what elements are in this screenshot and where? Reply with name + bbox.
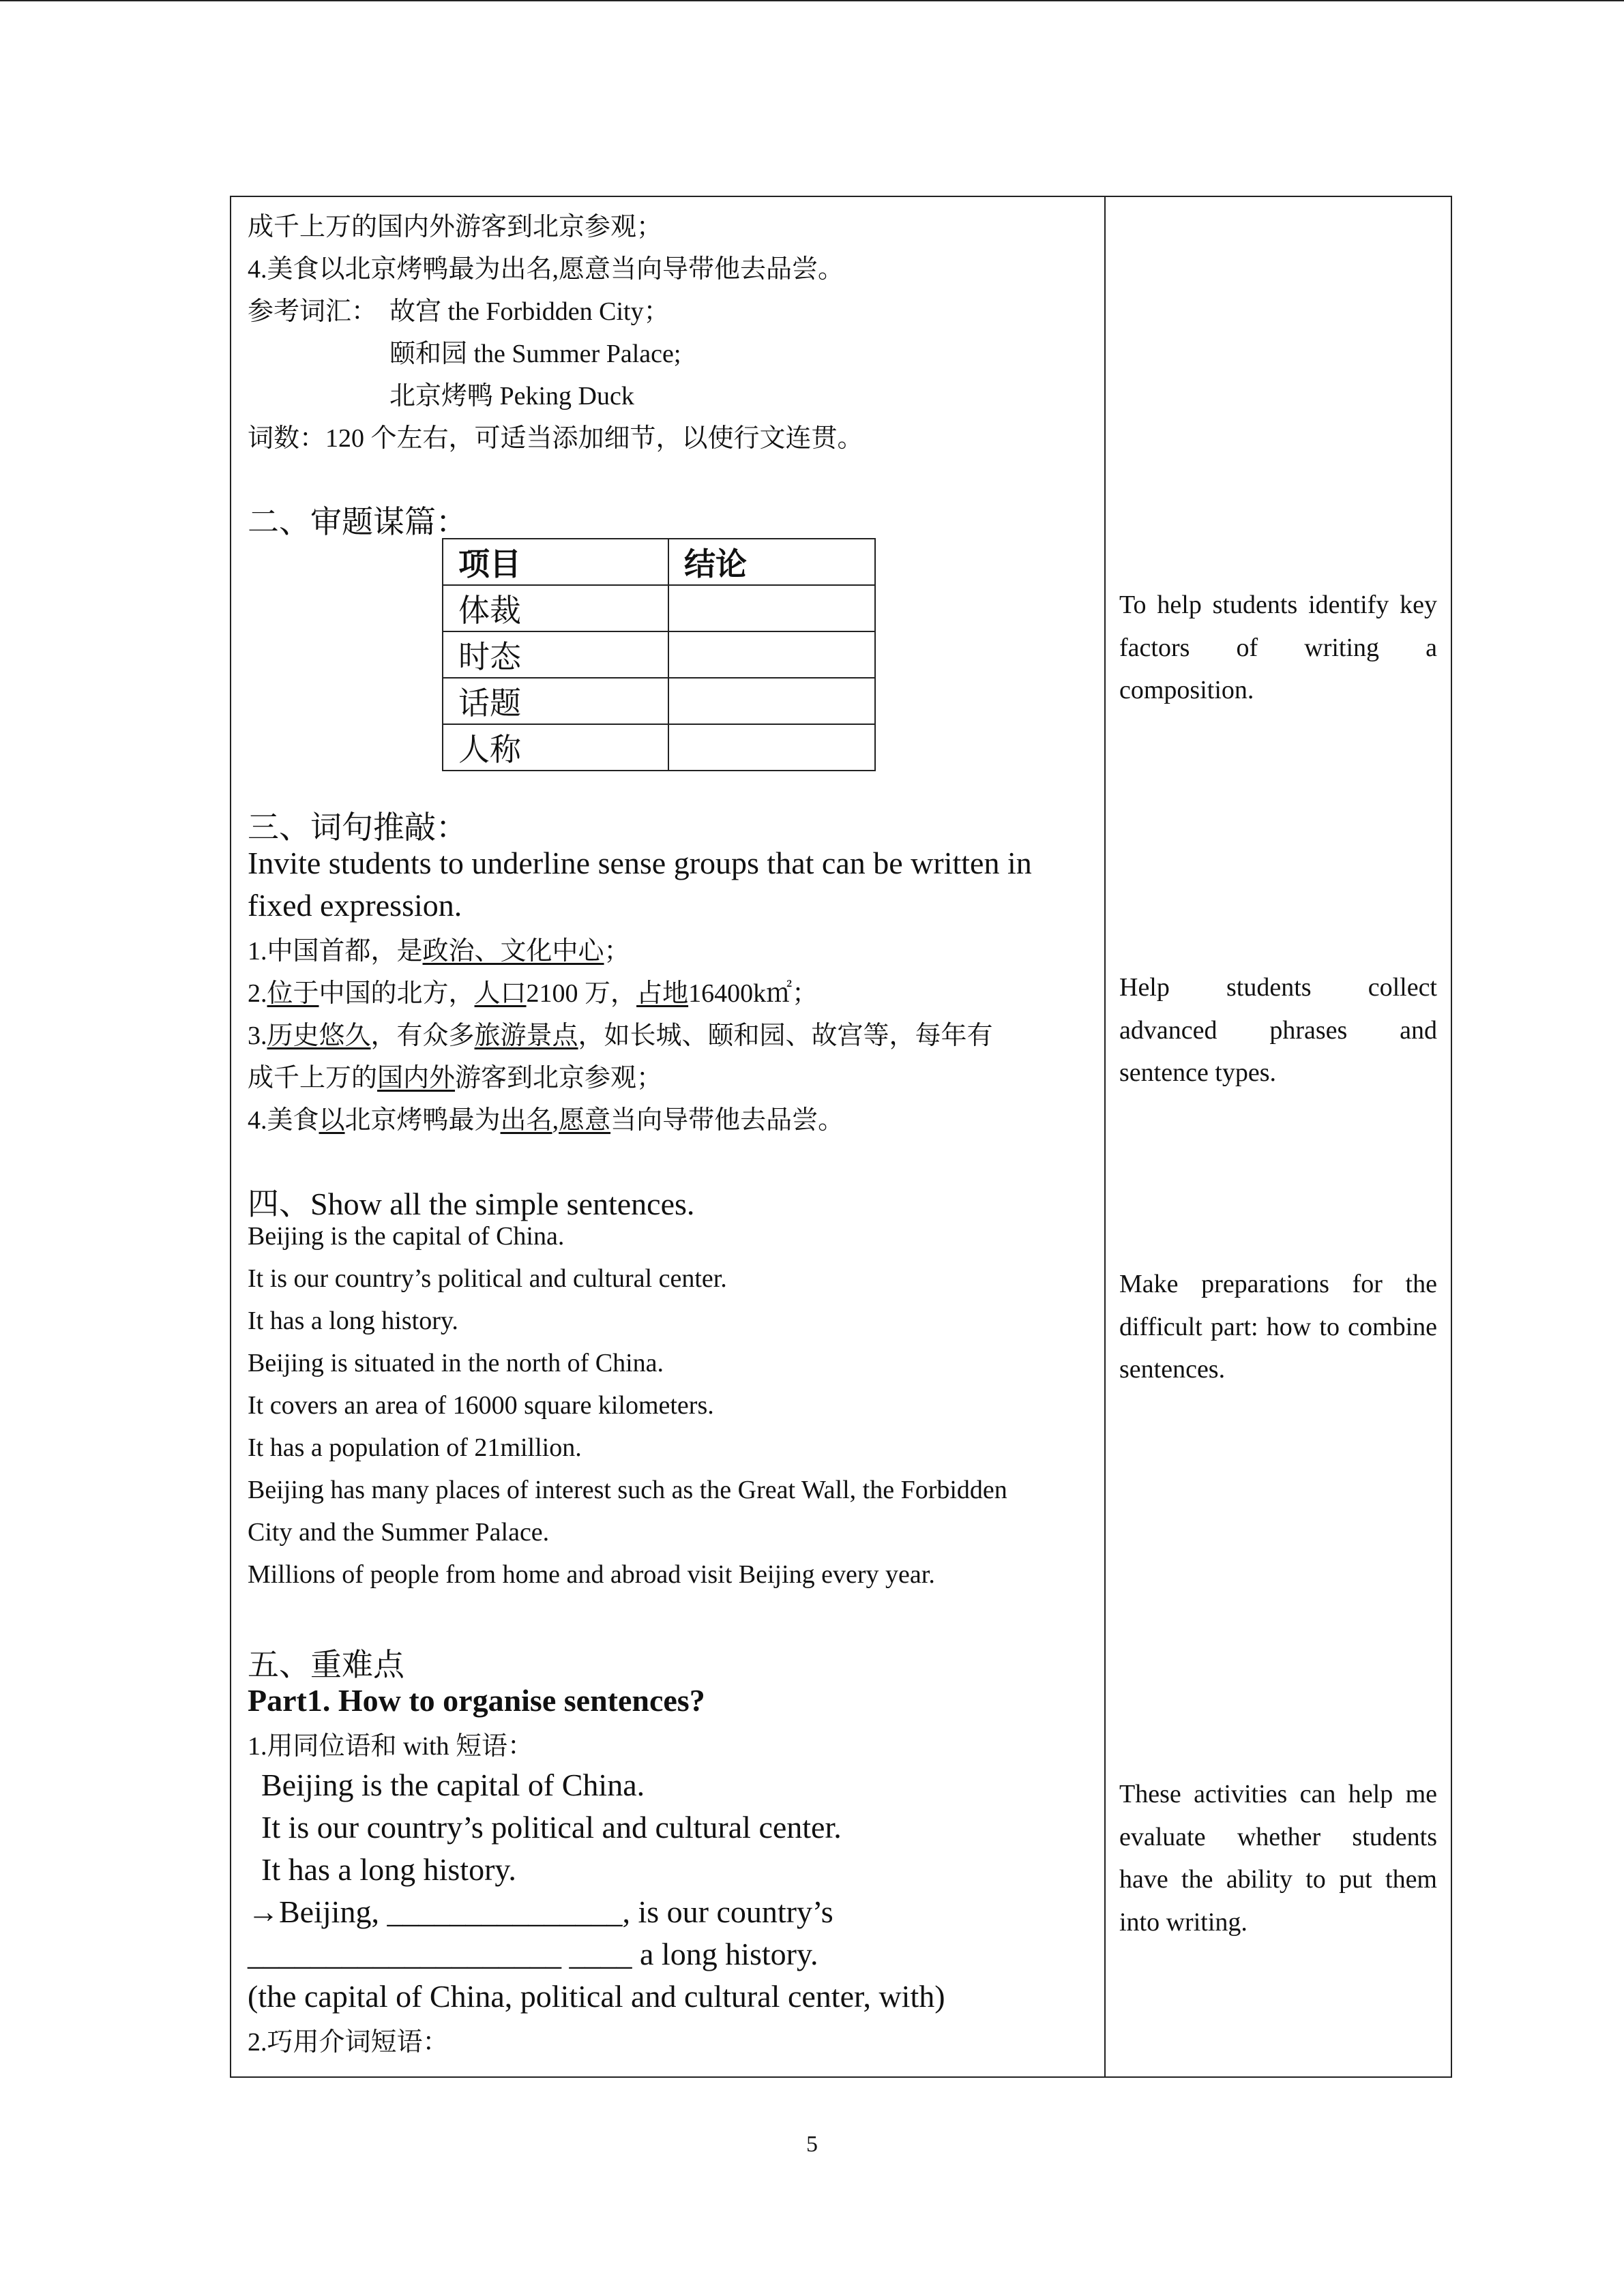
teaching-note: To help students identify key factors of writing a composition. bbox=[1119, 591, 1437, 704]
analysis-table bbox=[442, 538, 876, 771]
phrase-item bbox=[248, 929, 630, 967]
underlined-phrase: 占地 bbox=[636, 979, 689, 1008]
text: 3. bbox=[248, 1022, 267, 1050]
text: ，有众多 bbox=[370, 1022, 475, 1050]
sub-heading: 2.巧用介词短语： bbox=[248, 2028, 449, 2057]
top-border-line bbox=[0, 0, 1624, 1]
text: 游客到北京参观； bbox=[455, 1064, 663, 1092]
text: ； bbox=[604, 937, 630, 966]
table-cell bbox=[668, 631, 875, 678]
section-intro: fixed expression. bbox=[248, 888, 462, 923]
phrase-item bbox=[248, 1099, 844, 1136]
section-heading: 三、词句推敲： bbox=[248, 810, 467, 845]
table-cell bbox=[668, 678, 875, 724]
text: 中国的北方， bbox=[319, 979, 475, 1008]
example-sentence: It has a long history. bbox=[261, 1852, 516, 1887]
sentence: City and the Summer Palace. bbox=[248, 1518, 550, 1547]
text: , bbox=[552, 1106, 559, 1135]
example-sentence: Beijing is the capital of China. bbox=[261, 1768, 645, 1802]
table-cell bbox=[668, 724, 875, 771]
notes-column bbox=[1106, 197, 1451, 2076]
teaching-note: These activities can help me evaluate whether students have the ability to put them into writing. bbox=[1119, 1780, 1437, 1937]
text: ，如长城、颐和园、故宫等，每年有 bbox=[578, 1022, 993, 1050]
task-line: 4.美食以北京烤鸭最为出名,愿意当向导带他去品尝。 bbox=[248, 255, 844, 284]
table-cell: 体裁 bbox=[443, 585, 668, 631]
sentence: It is our country’s political and cultural center. bbox=[248, 1264, 727, 1293]
sentence: Beijing is the capital of China. bbox=[248, 1222, 565, 1251]
section-intro: Invite students to underline sense groups that can be written in bbox=[248, 846, 1032, 880]
hint-words: (the capital of China, political and cultural center, with) bbox=[248, 1979, 945, 2014]
table-header-row bbox=[443, 539, 875, 585]
text: 16400k㎡； bbox=[688, 979, 818, 1008]
text: 成千上万的 bbox=[248, 1064, 378, 1092]
text: 2. bbox=[248, 979, 267, 1008]
table-row bbox=[443, 585, 875, 631]
table-header-cell: 结论 bbox=[668, 539, 875, 585]
text: 4.美食 bbox=[248, 1106, 319, 1135]
vocab-item: 颐和园 the Summer Palace; bbox=[389, 340, 681, 368]
underlined-phrase: 愿意 bbox=[559, 1106, 611, 1135]
section-heading: 五、重难点 bbox=[248, 1648, 404, 1682]
sentence: Millions of people from home and abroad visit Beijing every year. bbox=[248, 1560, 935, 1589]
vocab-item: 故宫 the Forbidden City； bbox=[389, 297, 670, 326]
fill-in-blank: ____________________ ____ a long history. bbox=[248, 1937, 818, 1971]
table-row bbox=[443, 724, 875, 771]
page-number: 5 bbox=[806, 2132, 818, 2157]
underlined-phrase: 出名 bbox=[500, 1106, 552, 1135]
sub-heading: 1.用同位语和 with 短语： bbox=[248, 1732, 534, 1761]
phrase-item bbox=[248, 1056, 662, 1094]
text: 2100 万， bbox=[526, 979, 637, 1008]
phrase-item bbox=[248, 972, 818, 1009]
fill-in-blank: →Beijing, _______________, is our country’s bbox=[248, 1894, 833, 1929]
vocab-item: 北京烤鸭 Peking Duck bbox=[389, 382, 634, 411]
underlined-phrase: 人口 bbox=[474, 979, 527, 1008]
table-cell: 时态 bbox=[443, 631, 668, 678]
phrase-item bbox=[248, 1014, 993, 1052]
part-heading: Part1. How to organise sentences? bbox=[248, 1683, 705, 1718]
table-cell: 人称 bbox=[443, 724, 668, 771]
example-sentence: It is our country’s political and cultural center. bbox=[261, 1810, 842, 1845]
underlined-phrase: 位于 bbox=[267, 979, 319, 1008]
section-heading: 四、Show all the simple sentences. bbox=[248, 1187, 695, 1221]
vocab-label: 参考词汇： bbox=[248, 297, 378, 326]
table-cell: 话题 bbox=[443, 678, 668, 724]
teaching-note: Make preparations for the difficult part: how to combine sentences. bbox=[1119, 1270, 1437, 1384]
table-row bbox=[443, 631, 875, 678]
underlined-phrase: 历史悠久 bbox=[267, 1022, 371, 1050]
table-row bbox=[443, 678, 875, 724]
text: 当向导带他去品尝。 bbox=[610, 1106, 844, 1135]
table-cell bbox=[668, 585, 875, 631]
section-heading: 二、审题谋篇： bbox=[248, 505, 467, 539]
sentence: It has a population of 21million. bbox=[248, 1433, 582, 1462]
sentence: Beijing is situated in the north of China. bbox=[248, 1349, 664, 1377]
word-count-note: 词数：120 个左右，可适当添加细节，以使行文连贯。 bbox=[248, 424, 863, 453]
sentence: Beijing has many places of interest such as the Great Wall, the Forbidden bbox=[248, 1476, 1007, 1504]
text: 1.中国首都，是 bbox=[248, 937, 423, 966]
sentence: It covers an area of 16000 square kilometers. bbox=[248, 1391, 714, 1420]
underlined-phrase: 旅游景点 bbox=[474, 1022, 578, 1050]
table-header-cell: 项目 bbox=[443, 539, 668, 585]
content-column bbox=[231, 197, 1104, 2076]
sentence: It has a long history. bbox=[248, 1307, 458, 1335]
teaching-note: Help students collect advanced phrases and sentence types. bbox=[1119, 973, 1437, 1087]
underlined-phrase: 以 bbox=[319, 1106, 345, 1135]
lesson-table bbox=[230, 196, 1452, 2078]
task-line: 成千上万的国内外游客到北京参观； bbox=[248, 213, 663, 241]
underlined-phrase: 政治、文化中心 bbox=[422, 937, 604, 966]
underlined-phrase: 国内外 bbox=[377, 1064, 456, 1092]
text: 北京烤鸭最为 bbox=[344, 1106, 501, 1135]
